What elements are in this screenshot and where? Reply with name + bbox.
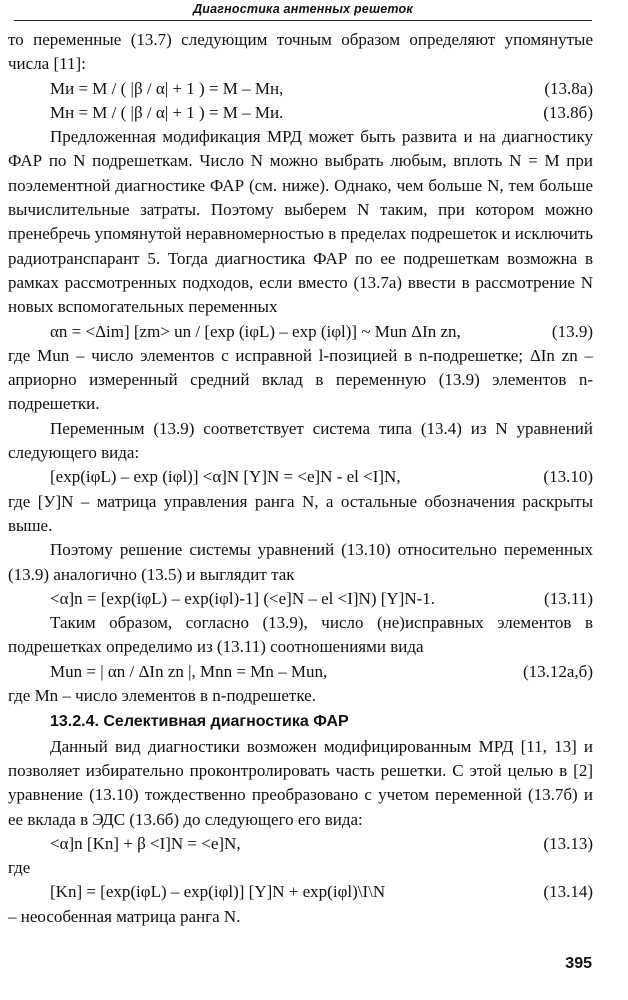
equation-formula: <α]n = [exp(iφL) – exp(iφl)-1] (<e]N – el <I]N) [Y]N-1. xyxy=(50,588,436,608)
equation-formula: Mн = M / ( |β / α| + 1 ) = M – Mи. xyxy=(50,102,284,122)
equation-13-13 xyxy=(8,832,593,856)
equation-number: (13.8а) xyxy=(544,78,593,98)
paragraph: Данный вид диагностики возможен модифицированным МРД [11, 13] и позволяет избирательно проконтролировать часть решетки. С этой целью в [2] уравнение (13.10) тождественно преобразовано с учетом переменной (13.7б) и ее вклада в ЭДС (13.6б) до следующего его вида: xyxy=(8,736,593,829)
running-header: Диагностика антенных решеток xyxy=(14,0,592,21)
equation-formula: [Kn] = [exp(iφL) – exp(iφl)] [Y]N + exp(iφl)\I\N xyxy=(50,882,386,902)
equation-13-12 xyxy=(8,660,593,684)
equation-number: (13.12а,б) xyxy=(522,661,593,681)
paragraph: – неособенная матрица ранга N. xyxy=(8,906,241,926)
equation-number: (13.14) xyxy=(543,882,593,902)
page-number: 395 xyxy=(565,955,592,972)
equation-number: (13.13) xyxy=(543,833,593,853)
section-heading: 13.2.4. Селективная диагностика ФАР xyxy=(50,713,349,731)
equation-13-8b xyxy=(8,101,593,125)
equation-13-14 xyxy=(8,880,593,904)
paragraph: Переменным (13.9) соответствует система типа (13.4) из N уравнений следующего вида: xyxy=(8,418,593,463)
equation-formula: αn = <Δim] [zm> un / [exp (iφL) – exp (iφl)] ~ Mun ΔIn zn, xyxy=(50,321,461,341)
equation-13-10 xyxy=(8,465,593,489)
equation-number: (13.10) xyxy=(543,467,593,487)
equation-number: (13.8б) xyxy=(543,102,593,122)
paragraph: где [У]N – матрица управления ранга N, а остальные обозначения раскрыты выше. xyxy=(8,491,593,535)
paragraph: Предложенная модификация МРД может быть развита и на диагностику ФАР по N подрешеткам. Число N можно выбрать любым, вплоть N = M при поэлементной диагностике ФАР (см. ниже). Однако, чем больше N, тем больше вычислительные затраты. Поэтому выберем N таким, при котором можно пренебречь упомянутой неравномерностью в пределах подрешеток и исключить радиотранспарант 5. Тогда диагностика ФАР по ее подрешеткам возможна в рамках рассмотренных подходов, если вместо (13.7а) ввести в рассмотрение N новых вспомогательных переменных xyxy=(8,127,593,317)
paragraph: где xyxy=(8,858,31,878)
paragraph: Таким образом, согласно (13.9), число (не)исправных элементов в подрешетках определимо из (13.11) соотношениями вида xyxy=(8,613,593,657)
equation-formula: <α]n [Kn] + β <I]N = <e]N, xyxy=(50,833,241,853)
equation-formula: Mun = | αn / ΔIn zn |, Mnn = Mn – Mun, xyxy=(50,661,328,681)
paragraph: то переменные (13.7) следующим точным образом определяют упомянутые числа [11]: xyxy=(8,30,593,74)
equation-13-9 xyxy=(8,320,593,344)
page-body xyxy=(8,28,593,929)
equation-13-11 xyxy=(8,587,593,611)
paragraph: где Mn – число элементов в n-подрешетке. xyxy=(8,686,316,706)
equation-13-8a xyxy=(8,77,593,101)
equation-formula: Mи = M / ( |β / α| + 1 ) = M – Mн, xyxy=(50,78,284,98)
paragraph: где Mun – число элементов с исправной l-позицией в n-подрешетке; ΔIn zn – априорно измеренный средний вклад в переменную (13.9) элементов n-подрешетки. xyxy=(8,345,593,414)
equation-number: (13.11) xyxy=(544,588,593,608)
equation-number: (13.9) xyxy=(551,321,593,341)
equation-formula: [exp(iφL) – exp (iφl)] <α]N [Y]N = <e]N - el <I]N, xyxy=(50,467,401,487)
paragraph: Поэтому решение системы уравнений (13.10) относительно переменных (13.9) аналогично (13.5) и выглядит так xyxy=(8,540,593,584)
